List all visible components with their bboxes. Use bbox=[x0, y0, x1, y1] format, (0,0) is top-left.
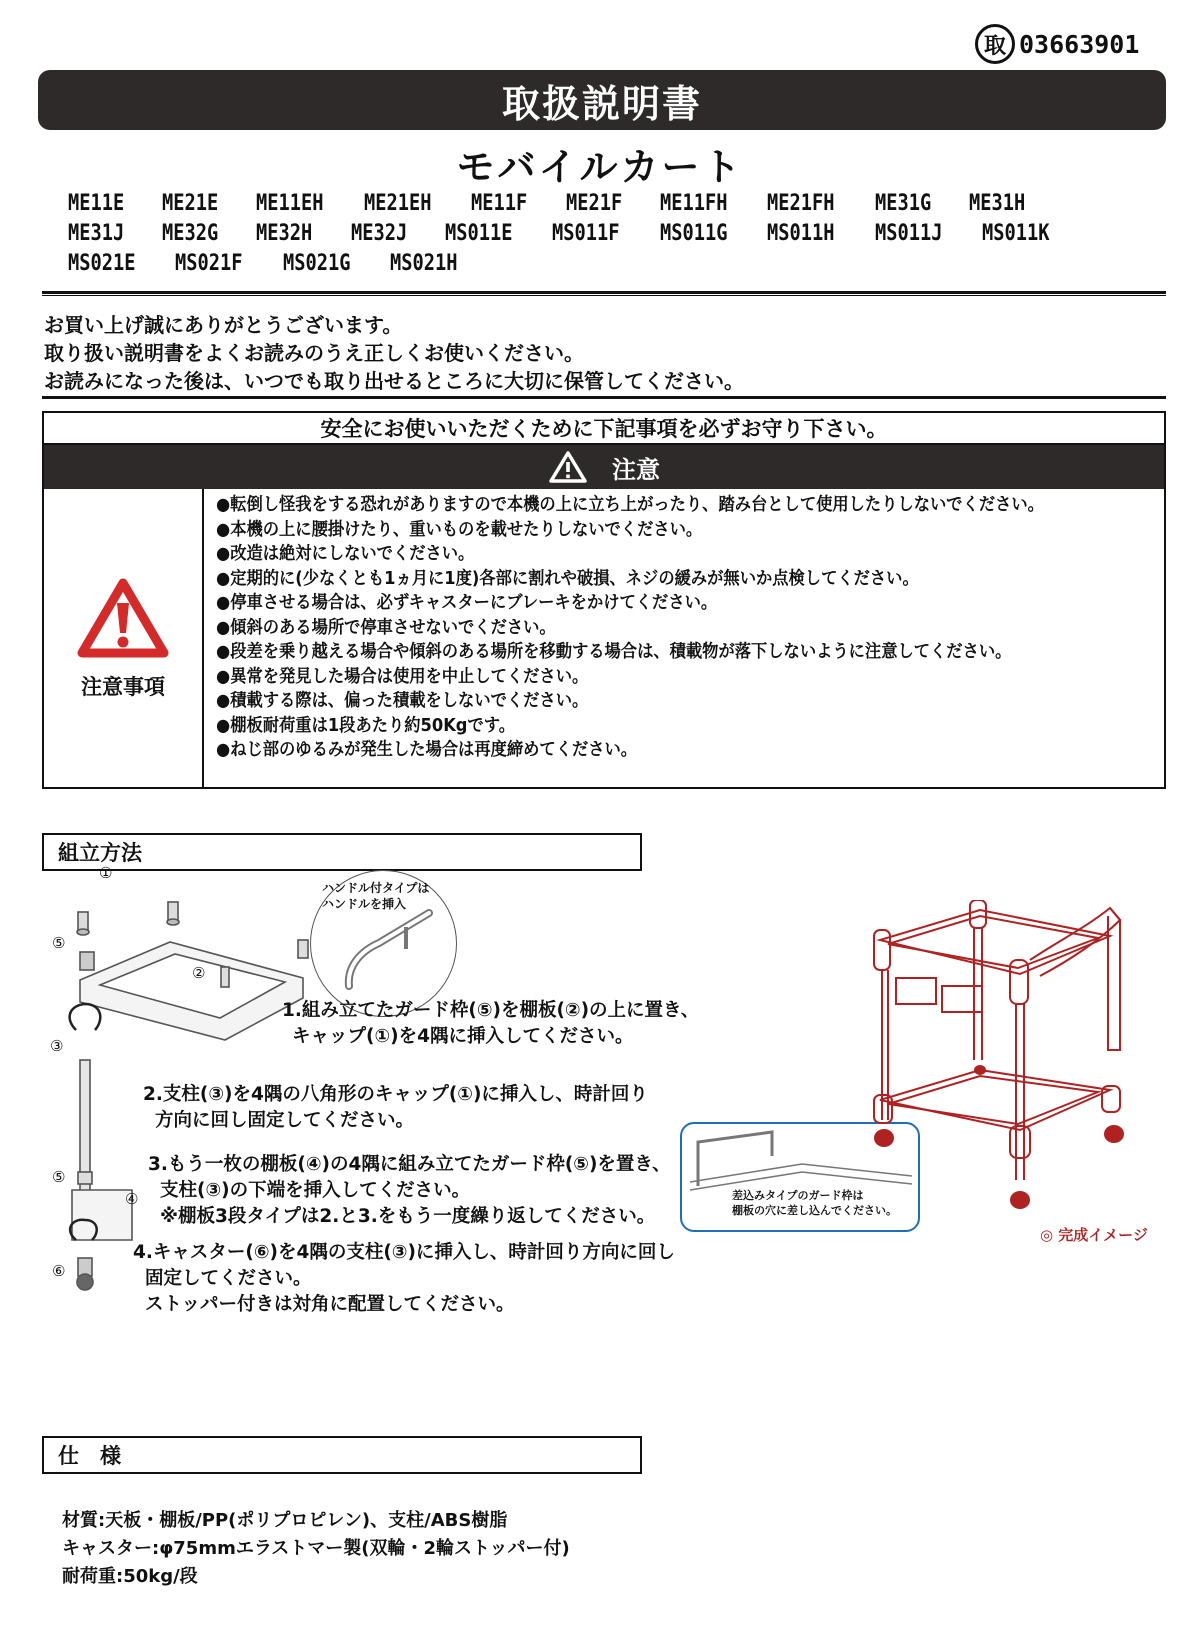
handle-note-line: ハンドル付タイプは bbox=[322, 881, 430, 895]
model-code: ME31H bbox=[969, 191, 1026, 216]
model-code: ME21E bbox=[162, 191, 219, 216]
complete-image-label: ◎ 完成イメージ bbox=[1040, 1226, 1148, 1244]
page-title: 取扱説明書 bbox=[38, 70, 1166, 130]
safety-box bbox=[42, 411, 1166, 789]
safety-item: ●本機の上に腰掛けたり、重いものを載せたりしないでください。 bbox=[216, 519, 703, 540]
step-4 bbox=[133, 1240, 675, 1318]
greeting-text bbox=[44, 311, 744, 395]
step-line: 方向に回し固定してください。 bbox=[155, 1110, 415, 1131]
step-line: ストッパー付きは対角に配置してください。 bbox=[145, 1294, 515, 1315]
safety-item: ●停車させる場合は、必ずキャスターにブレーキをかけてください。 bbox=[216, 593, 718, 613]
safety-item: ●ねじ部のゆるみが発生した場合は再度締めてください。 bbox=[216, 740, 638, 760]
model-code: MS011F bbox=[552, 221, 620, 246]
safety-item: ●定期的に(少なくとも1ヵ月に1度)各部に割れや破損、ネジの緩みが無いか点検してください。 bbox=[216, 568, 919, 589]
caution-items-label: 注意事項 bbox=[81, 675, 165, 699]
shelf-part bbox=[72, 1190, 132, 1240]
divider bbox=[42, 396, 1166, 399]
cap-part bbox=[298, 940, 308, 958]
model-list bbox=[68, 192, 1148, 276]
model-code: MS021F bbox=[175, 251, 244, 276]
cap-part bbox=[167, 902, 179, 925]
step-line: キャップ(①)を4隅に挿入してください。 bbox=[292, 1026, 634, 1047]
model-code: MS011H bbox=[767, 221, 835, 246]
step-line: ※棚板3段タイプは2.と3.をもう一度繰り返してください。 bbox=[160, 1206, 656, 1227]
spec-line: 材質:天板・棚板/PP(ポリプロピレン)、支柱/ABS樹脂 bbox=[62, 1510, 508, 1531]
divider bbox=[42, 291, 1166, 294]
safety-item: ●転倒し怪我をする恐れがありますので本機の上に立ち上がったり、踏み台として使用したりしないでください。 bbox=[216, 495, 1044, 515]
guard-frame-part bbox=[80, 952, 94, 970]
model-code: ME21EH bbox=[363, 191, 432, 216]
step-line: 2.支柱(③)を4隅の八角形のキャップ(①)に挿入し、時計回り bbox=[143, 1084, 648, 1105]
pole-part bbox=[80, 1060, 90, 1210]
model-code: ME11EH bbox=[256, 191, 325, 216]
part-label: ⑤ bbox=[52, 934, 66, 952]
model-code: MS011J bbox=[874, 221, 943, 246]
model-code: ME21FH bbox=[767, 191, 835, 216]
model-code: MS021G bbox=[282, 251, 351, 276]
model-code: ME11FH bbox=[659, 191, 728, 216]
spec-heading: 仕 様 bbox=[42, 1436, 642, 1474]
part-label: ⑥ bbox=[52, 1262, 66, 1280]
step-line: 1.組み立てたガード枠(⑤)を棚板(②)の上に置き、 bbox=[282, 1000, 700, 1021]
model-code: ME32H bbox=[256, 221, 313, 246]
model-code: ME31G bbox=[874, 191, 932, 216]
warning-triangle-icon bbox=[548, 450, 588, 484]
model-code: MS021H bbox=[390, 251, 459, 276]
model-code: ME31J bbox=[68, 221, 125, 246]
model-code: MS011K bbox=[982, 221, 1050, 246]
step-line: 4.キャスター(⑥)を4隅の支柱(③)に挿入し、時計回り方向に回し bbox=[133, 1242, 675, 1263]
step-line: 支柱(③)の下端を挿入してください。 bbox=[160, 1180, 471, 1201]
step-3 bbox=[148, 1152, 671, 1230]
part-label: ④ bbox=[125, 1190, 139, 1208]
model-code: ME32J bbox=[350, 221, 408, 246]
cap-part bbox=[77, 912, 89, 935]
spec-line: 耐荷重:50kg/段 bbox=[62, 1566, 198, 1587]
part-label: ⑤ bbox=[52, 1168, 66, 1186]
spec-lines bbox=[62, 1507, 570, 1591]
caution-bar bbox=[44, 445, 1164, 489]
step-2 bbox=[143, 1082, 648, 1134]
completed-cart-illustration bbox=[870, 900, 1150, 1270]
insert-note-line: 差込みタイプのガード枠は bbox=[732, 1189, 864, 1202]
part-label: ③ bbox=[50, 1037, 64, 1055]
doc-mark-seal: 取 bbox=[975, 24, 1015, 64]
model-code: MS011G bbox=[659, 221, 728, 246]
doc-code: 03663901 bbox=[1019, 29, 1140, 59]
model-code: ME21F bbox=[565, 191, 622, 216]
safety-items bbox=[204, 489, 1106, 789]
step-line: 3.もう一枚の棚板(④)の4隅に組み立てたガード枠(⑤)を置き、 bbox=[148, 1154, 671, 1175]
greeting-line: お買い上げ誠にありがとうございます。 bbox=[44, 313, 403, 337]
safety-item: ●棚板耐荷重は1段あたり約50Kgです。 bbox=[216, 715, 515, 736]
document-number bbox=[975, 24, 1139, 64]
insert-note-line: 棚板の穴に差し込んでください。 bbox=[732, 1204, 897, 1217]
step-1 bbox=[282, 998, 699, 1050]
part-label: ① bbox=[99, 864, 113, 882]
safety-item: ●改造は絶対にしないでください。 bbox=[216, 544, 475, 564]
model-code: MS021E bbox=[68, 251, 136, 276]
model-code: ME11E bbox=[68, 191, 125, 216]
model-code: ME32G bbox=[162, 221, 219, 246]
greeting-line: 取り扱い説明書をよくお読みのうえ正しくお使いください。 bbox=[44, 341, 584, 365]
step-line: 固定してください。 bbox=[145, 1268, 312, 1289]
safety-item: ●傾斜のある場所で停車させないでください。 bbox=[216, 617, 556, 638]
safety-item: ●段差を乗り越える場合や傾斜のある場所を移動する場合は、積載物が落下しないように注意してください。 bbox=[216, 642, 1012, 662]
safety-item: ●積載する際は、偏った積載をしないでください。 bbox=[216, 691, 589, 711]
handle-note bbox=[322, 880, 429, 912]
product-subtitle: モバイルカート bbox=[456, 145, 744, 189]
safety-left-panel bbox=[44, 489, 204, 789]
safety-item: ●異常を発見した場合は使用を中止してください。 bbox=[216, 666, 589, 687]
caution-label: 注意 bbox=[612, 455, 660, 484]
model-code: ME11F bbox=[471, 191, 528, 216]
divider bbox=[42, 295, 1166, 296]
spec-line: キャスター:φ75mmエラストマー製(双輪・2輪ストッパー付) bbox=[62, 1538, 570, 1559]
safety-header: 安全にお使いいただくために下記事項を必ずお守り下さい。 bbox=[44, 413, 1164, 445]
guard-frame-part bbox=[78, 1172, 92, 1184]
model-code: MS011E bbox=[444, 221, 513, 246]
greeting-line: お読みになった後は、いつでも取り出せるところに大切に保管してください。 bbox=[44, 369, 744, 393]
assembly-heading: 組立方法 bbox=[42, 833, 642, 871]
part-label: ② bbox=[192, 964, 206, 982]
handle-note-line: ハンドルを挿入 bbox=[322, 897, 407, 911]
warning-exclamation-icon bbox=[77, 577, 169, 659]
